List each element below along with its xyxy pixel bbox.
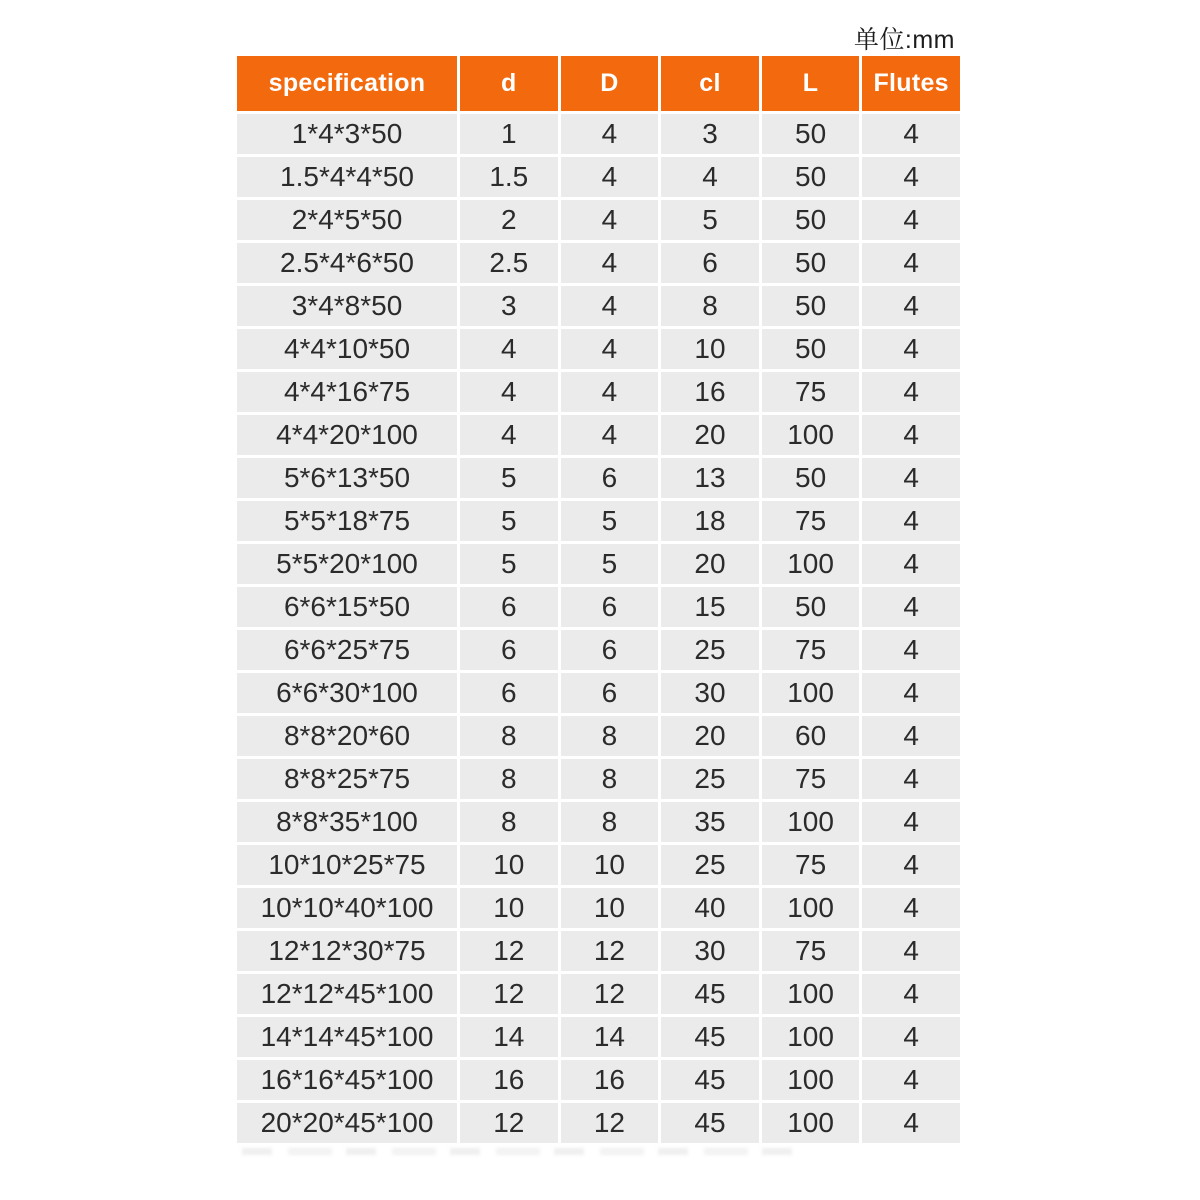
value-cell: 4 <box>460 372 558 412</box>
value-cell: 8 <box>561 759 659 799</box>
value-cell: 16 <box>661 372 759 412</box>
value-cell: 30 <box>661 673 759 713</box>
value-cell: 75 <box>762 501 860 541</box>
spec-cell: 6*6*25*75 <box>237 630 457 670</box>
value-cell: 4 <box>862 286 960 326</box>
table-row <box>237 845 960 885</box>
value-cell: 5 <box>561 544 659 584</box>
value-cell: 100 <box>762 415 860 455</box>
value-cell: 4 <box>862 802 960 842</box>
value-cell: 75 <box>762 372 860 412</box>
column-header-specification: specification <box>237 56 457 111</box>
value-cell: 14 <box>561 1017 659 1057</box>
value-cell: 100 <box>762 673 860 713</box>
table-body <box>237 114 960 1143</box>
value-cell: 4 <box>862 716 960 756</box>
value-cell: 16 <box>561 1060 659 1100</box>
value-cell: 45 <box>661 1017 759 1057</box>
value-cell: 4 <box>862 501 960 541</box>
value-cell: 50 <box>762 458 860 498</box>
table-row <box>237 114 960 154</box>
table-row <box>237 888 960 928</box>
spec-cell: 10*10*40*100 <box>237 888 457 928</box>
value-cell: 75 <box>762 931 860 971</box>
value-cell: 60 <box>762 716 860 756</box>
value-cell: 40 <box>661 888 759 928</box>
value-cell: 50 <box>762 114 860 154</box>
spec-cell: 5*5*20*100 <box>237 544 457 584</box>
value-cell: 75 <box>762 630 860 670</box>
value-cell: 4 <box>460 415 558 455</box>
value-cell: 4 <box>862 200 960 240</box>
column-header-flutes: Flutes <box>862 56 960 111</box>
value-cell: 13 <box>661 458 759 498</box>
table-row <box>237 931 960 971</box>
table-row <box>237 673 960 713</box>
value-cell: 12 <box>460 1103 558 1143</box>
value-cell: 75 <box>762 845 860 885</box>
value-cell: 4 <box>862 587 960 627</box>
value-cell: 45 <box>661 974 759 1014</box>
value-cell: 4 <box>862 243 960 283</box>
table-row <box>237 587 960 627</box>
value-cell: 6 <box>561 587 659 627</box>
value-cell: 10 <box>460 888 558 928</box>
value-cell: 4 <box>561 157 659 197</box>
table-row <box>237 544 960 584</box>
value-cell: 100 <box>762 974 860 1014</box>
value-cell: 15 <box>661 587 759 627</box>
value-cell: 50 <box>762 243 860 283</box>
value-cell: 4 <box>561 415 659 455</box>
value-cell: 10 <box>460 845 558 885</box>
table-row <box>237 286 960 326</box>
artifact-smudge <box>242 1148 802 1155</box>
value-cell: 10 <box>561 888 659 928</box>
value-cell: 4 <box>561 200 659 240</box>
column-header-l: L <box>762 56 860 111</box>
value-cell: 100 <box>762 888 860 928</box>
value-cell: 4 <box>661 157 759 197</box>
value-cell: 75 <box>762 759 860 799</box>
column-header-d: d <box>460 56 558 111</box>
column-header-cl: cl <box>661 56 759 111</box>
value-cell: 3 <box>460 286 558 326</box>
value-cell: 4 <box>862 974 960 1014</box>
value-cell: 25 <box>661 630 759 670</box>
table-row <box>237 329 960 369</box>
spec-cell: 20*20*45*100 <box>237 1103 457 1143</box>
value-cell: 1.5 <box>460 157 558 197</box>
table-row <box>237 501 960 541</box>
column-header-d: D <box>561 56 659 111</box>
value-cell: 100 <box>762 1103 860 1143</box>
value-cell: 1 <box>460 114 558 154</box>
value-cell: 2 <box>460 200 558 240</box>
spec-cell: 12*12*45*100 <box>237 974 457 1014</box>
spec-cell: 14*14*45*100 <box>237 1017 457 1057</box>
value-cell: 10 <box>661 329 759 369</box>
value-cell: 8 <box>460 716 558 756</box>
value-cell: 4 <box>862 329 960 369</box>
value-cell: 4 <box>460 329 558 369</box>
value-cell: 6 <box>661 243 759 283</box>
table-row <box>237 415 960 455</box>
value-cell: 18 <box>661 501 759 541</box>
value-cell: 35 <box>661 802 759 842</box>
spec-table <box>237 56 960 1146</box>
value-cell: 6 <box>460 587 558 627</box>
value-cell: 4 <box>862 845 960 885</box>
value-cell: 4 <box>862 114 960 154</box>
value-cell: 6 <box>561 458 659 498</box>
value-cell: 5 <box>561 501 659 541</box>
value-cell: 25 <box>661 759 759 799</box>
value-cell: 4 <box>561 329 659 369</box>
table-row <box>237 759 960 799</box>
value-cell: 4 <box>561 243 659 283</box>
value-cell: 30 <box>661 931 759 971</box>
table-row <box>237 157 960 197</box>
table-row <box>237 458 960 498</box>
spec-cell: 1*4*3*50 <box>237 114 457 154</box>
spec-cell: 4*4*16*75 <box>237 372 457 412</box>
value-cell: 2.5 <box>460 243 558 283</box>
spec-cell: 12*12*30*75 <box>237 931 457 971</box>
table-header-row <box>237 56 960 111</box>
spec-cell: 2*4*5*50 <box>237 200 457 240</box>
value-cell: 100 <box>762 802 860 842</box>
value-cell: 4 <box>862 544 960 584</box>
table-row <box>237 1060 960 1100</box>
value-cell: 20 <box>661 716 759 756</box>
value-cell: 6 <box>561 673 659 713</box>
spec-cell: 8*8*20*60 <box>237 716 457 756</box>
value-cell: 3 <box>661 114 759 154</box>
value-cell: 100 <box>762 1060 860 1100</box>
value-cell: 4 <box>862 759 960 799</box>
value-cell: 45 <box>661 1103 759 1143</box>
value-cell: 12 <box>561 1103 659 1143</box>
value-cell: 20 <box>661 544 759 584</box>
value-cell: 8 <box>460 759 558 799</box>
value-cell: 4 <box>862 1103 960 1143</box>
value-cell: 50 <box>762 587 860 627</box>
value-cell: 14 <box>460 1017 558 1057</box>
value-cell: 8 <box>460 802 558 842</box>
spec-cell: 6*6*30*100 <box>237 673 457 713</box>
spec-cell: 4*4*20*100 <box>237 415 457 455</box>
value-cell: 12 <box>460 931 558 971</box>
value-cell: 16 <box>460 1060 558 1100</box>
value-cell: 8 <box>561 802 659 842</box>
value-cell: 4 <box>862 458 960 498</box>
table-row <box>237 974 960 1014</box>
value-cell: 6 <box>460 630 558 670</box>
value-cell: 5 <box>460 458 558 498</box>
value-cell: 5 <box>661 200 759 240</box>
table-row <box>237 200 960 240</box>
value-cell: 8 <box>561 716 659 756</box>
spec-cell: 8*8*25*75 <box>237 759 457 799</box>
value-cell: 12 <box>561 931 659 971</box>
value-cell: 4 <box>862 630 960 670</box>
spec-cell: 2.5*4*6*50 <box>237 243 457 283</box>
value-cell: 25 <box>661 845 759 885</box>
value-cell: 50 <box>762 157 860 197</box>
value-cell: 4 <box>862 931 960 971</box>
value-cell: 4 <box>862 1060 960 1100</box>
value-cell: 100 <box>762 544 860 584</box>
value-cell: 12 <box>460 974 558 1014</box>
value-cell: 4 <box>862 415 960 455</box>
spec-cell: 1.5*4*4*50 <box>237 157 457 197</box>
value-cell: 45 <box>661 1060 759 1100</box>
value-cell: 4 <box>561 286 659 326</box>
table-row <box>237 372 960 412</box>
value-cell: 4 <box>862 673 960 713</box>
spec-cell: 3*4*8*50 <box>237 286 457 326</box>
table-row <box>237 716 960 756</box>
table-row <box>237 630 960 670</box>
value-cell: 8 <box>661 286 759 326</box>
value-cell: 6 <box>460 673 558 713</box>
value-cell: 5 <box>460 501 558 541</box>
value-cell: 50 <box>762 329 860 369</box>
value-cell: 4 <box>561 372 659 412</box>
value-cell: 100 <box>762 1017 860 1057</box>
value-cell: 4 <box>561 114 659 154</box>
unit-label: 单位:mm <box>853 26 955 54</box>
spec-cell: 10*10*25*75 <box>237 845 457 885</box>
spec-cell: 6*6*15*50 <box>237 587 457 627</box>
value-cell: 50 <box>762 200 860 240</box>
spec-cell: 16*16*45*100 <box>237 1060 457 1100</box>
spec-cell: 8*8*35*100 <box>237 802 457 842</box>
spec-cell: 4*4*10*50 <box>237 329 457 369</box>
value-cell: 4 <box>862 888 960 928</box>
value-cell: 50 <box>762 286 860 326</box>
value-cell: 5 <box>460 544 558 584</box>
value-cell: 10 <box>561 845 659 885</box>
table-row <box>237 1103 960 1143</box>
value-cell: 4 <box>862 157 960 197</box>
table-row <box>237 802 960 842</box>
table-row <box>237 1017 960 1057</box>
value-cell: 4 <box>862 372 960 412</box>
value-cell: 20 <box>661 415 759 455</box>
spec-cell: 5*6*13*50 <box>237 458 457 498</box>
value-cell: 4 <box>862 1017 960 1057</box>
value-cell: 6 <box>561 630 659 670</box>
spec-cell: 5*5*18*75 <box>237 501 457 541</box>
table-row <box>237 243 960 283</box>
value-cell: 12 <box>561 974 659 1014</box>
